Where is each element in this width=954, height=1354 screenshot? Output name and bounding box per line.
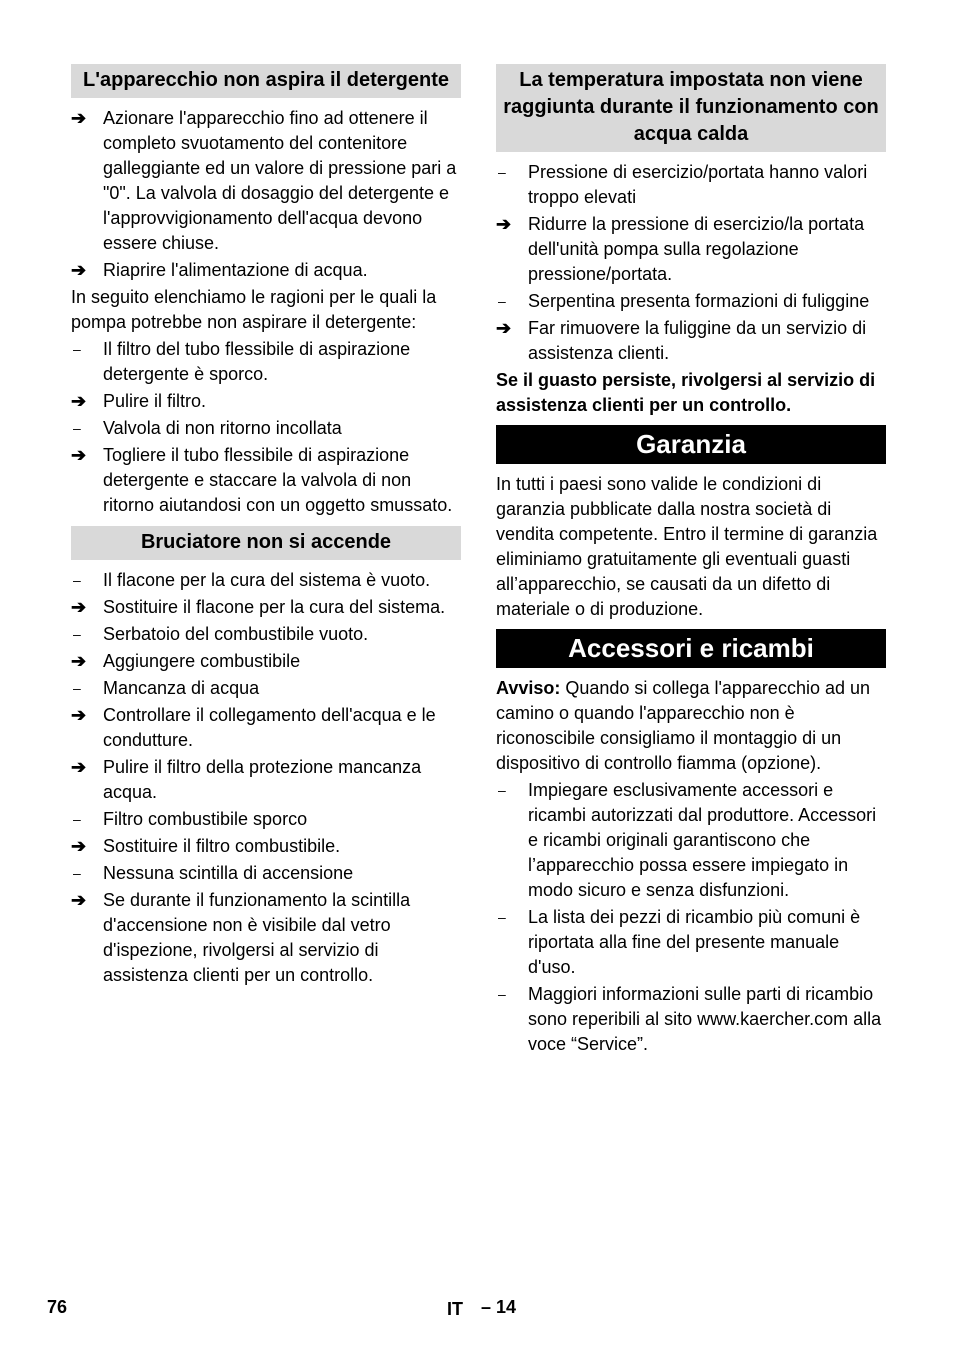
left-column (71, 64, 461, 990)
list-item (71, 649, 461, 674)
arrow-right-icon: ➔ (71, 890, 87, 910)
section-heading-burner: Bruciatore non si accende (71, 526, 461, 560)
section-heading-warranty: Garanzia (496, 425, 886, 464)
list-item (71, 703, 461, 753)
list-no-detergent-causes (71, 337, 461, 518)
arrow-right-icon: ➔ (71, 705, 87, 725)
list-item (71, 595, 461, 620)
arrow-right-icon: ➔ (71, 445, 87, 465)
sub-page-number: – 14 (481, 1297, 517, 1317)
list-item (71, 416, 461, 441)
list-item-text: Il filtro del tubo flessibile di aspirazione detergente è sporco. (103, 339, 411, 384)
dash-bullet-icon: – (73, 680, 81, 696)
list-item-text: Azionare l'apparecchio fino ad ottenere il completo svuotamento del contenitore galleggiante ed un valore di pressione pari a "0". La valvola di dosaggio del detergente e l'approvvigionamento dell'acqua devono essere chiuse. (103, 108, 457, 253)
list-item (496, 289, 886, 314)
list-temperature (496, 160, 886, 366)
list-item (496, 316, 886, 366)
list-item-text: Nessuna scintilla di accensione (103, 863, 354, 883)
list-item (71, 568, 461, 593)
list-item-text: Pulire il filtro. (103, 391, 207, 411)
notice-text: Quando si collega l'apparecchio ad un camino o quando l'apparecchio non è riconoscibile consigliamo il montaggio di un dispositivo di controllo fiamma (opzione). (496, 678, 871, 773)
list-accessories (496, 778, 886, 1057)
list-item-text: Serbatoio del combustibile vuoto. (103, 624, 369, 644)
arrow-right-icon: ➔ (496, 214, 512, 234)
list-item-text: Togliere il tubo flessibile di aspirazione detergente e staccare la valvola di non ritorno aiutandosi con un oggetto smussato. (103, 445, 453, 515)
arrow-right-icon: ➔ (71, 757, 87, 777)
list-item (496, 905, 886, 980)
arrow-right-icon: ➔ (496, 318, 512, 338)
list-item-text: Il flacone per la cura del sistema è vuoto. (103, 570, 431, 590)
list-item (71, 861, 461, 886)
dash-bullet-icon: – (498, 293, 506, 309)
arrow-right-icon: ➔ (71, 391, 87, 411)
list-item (71, 834, 461, 859)
list-burner (71, 568, 461, 988)
list-item (71, 888, 461, 988)
list-item (496, 160, 886, 210)
list-item-text: Maggiori informazioni sulle parti di ricambio sono reperibili al sito www.kaercher.com alla voce “Service”. (528, 984, 882, 1054)
list-item-text: Mancanza di acqua (103, 678, 260, 698)
dash-bullet-icon: – (73, 341, 81, 357)
list-item-text: Impiegare esclusivamente accessori e ricambi autorizzati dal produttore. Accessori e ricambi originali garantiscono che l’apparecchio possa essere impiegato in modo sicuro e senza disfunzioni. (528, 780, 877, 900)
list-item (496, 982, 886, 1057)
dash-bullet-icon: – (73, 626, 81, 642)
list-item-text: Far rimuovere la fuliggine da un servizio di assistenza clienti. (528, 318, 867, 363)
arrow-right-icon: ➔ (71, 651, 87, 671)
list-item (71, 622, 461, 647)
list-item (71, 676, 461, 701)
notice-paragraph (496, 676, 886, 776)
list-item (71, 755, 461, 805)
dash-bullet-icon: – (73, 865, 81, 881)
list-item (496, 212, 886, 287)
notice-label: Avviso: (496, 678, 561, 698)
list-item-text: Controllare il collegamento dell'acqua e le condutture. (103, 705, 436, 750)
section-heading-no-detergent: L'apparecchio non aspira il detergente (71, 64, 461, 98)
section-heading-temperature: La temperatura impostata non viene raggiunta durante il funzionamento con acqua calda (496, 64, 886, 152)
dash-bullet-icon: – (498, 909, 506, 925)
right-column (496, 64, 886, 1059)
dash-bullet-icon: – (73, 572, 81, 588)
intro-paragraph: In seguito elenchiamo le ragioni per le quali la pompa potrebbe non aspirare il detergente: (71, 287, 437, 332)
dash-bullet-icon: – (73, 420, 81, 436)
list-item-text: La lista dei pezzi di ricambio più comuni è riportata alla fine del presente manuale d'uso. (528, 907, 861, 977)
arrow-right-icon: ➔ (71, 108, 87, 128)
list-item-text: Ridurre la pressione di esercizio/la portata dell'unità pompa sulla regolazione pressione/portata. (528, 214, 865, 284)
list-item (71, 106, 461, 256)
list-item-text: Sostituire il flacone per la cura del sistema. (103, 597, 446, 617)
list-item-text: Pulire il filtro della protezione mancanza acqua. (103, 757, 422, 802)
list-item-text: Serpentina presenta formazioni di fuliggine (528, 291, 870, 311)
list-item (71, 337, 461, 387)
list-item (71, 443, 461, 518)
dash-bullet-icon: – (498, 782, 506, 798)
dash-bullet-icon: – (73, 811, 81, 827)
section-heading-accessories: Accessori e ricambi (496, 629, 886, 668)
language-code: IT (447, 1299, 463, 1319)
list-item-text: Sostituire il filtro combustibile. (103, 836, 341, 856)
list-item-text: Se durante il funzionamento la scintilla d'accensione non è visibile dal vetro d'ispezione, rivolgersi al servizio di assistenza clienti per un controllo. (103, 890, 411, 985)
list-item-text: Filtro combustibile sporco (103, 809, 308, 829)
arrow-right-icon: ➔ (71, 836, 87, 856)
list-item-text: Aggiungere combustibile (103, 651, 301, 671)
list-item (71, 389, 461, 414)
page-number: 76 (47, 1297, 68, 1317)
list-item (71, 807, 461, 832)
dash-bullet-icon: – (498, 986, 506, 1002)
arrow-right-icon: ➔ (71, 260, 87, 280)
list-no-detergent-steps (71, 106, 461, 283)
list-item-text: Riaprire l'alimentazione di acqua. (103, 260, 368, 280)
list-item (71, 258, 461, 283)
list-item (496, 778, 886, 903)
dash-bullet-icon: – (498, 164, 506, 180)
list-item-text: Valvola di non ritorno incollata (103, 418, 342, 438)
list-item-text: Pressione di esercizio/portata hanno valori troppo elevati (528, 162, 868, 207)
arrow-right-icon: ➔ (71, 597, 87, 617)
warranty-paragraph: In tutti i paesi sono valide le condizioni di garanzia pubblicate dalla nostra società di vendita competente. Entro il termine di garanzia eliminiamo gratuitamente gli eventuali guasti all’apparecchio, se causati da un difetto di materiale o di produzione. (496, 474, 878, 619)
bold-note: Se il guasto persiste, rivolgersi al servizio di assistenza clienti per un controllo. (496, 370, 876, 415)
